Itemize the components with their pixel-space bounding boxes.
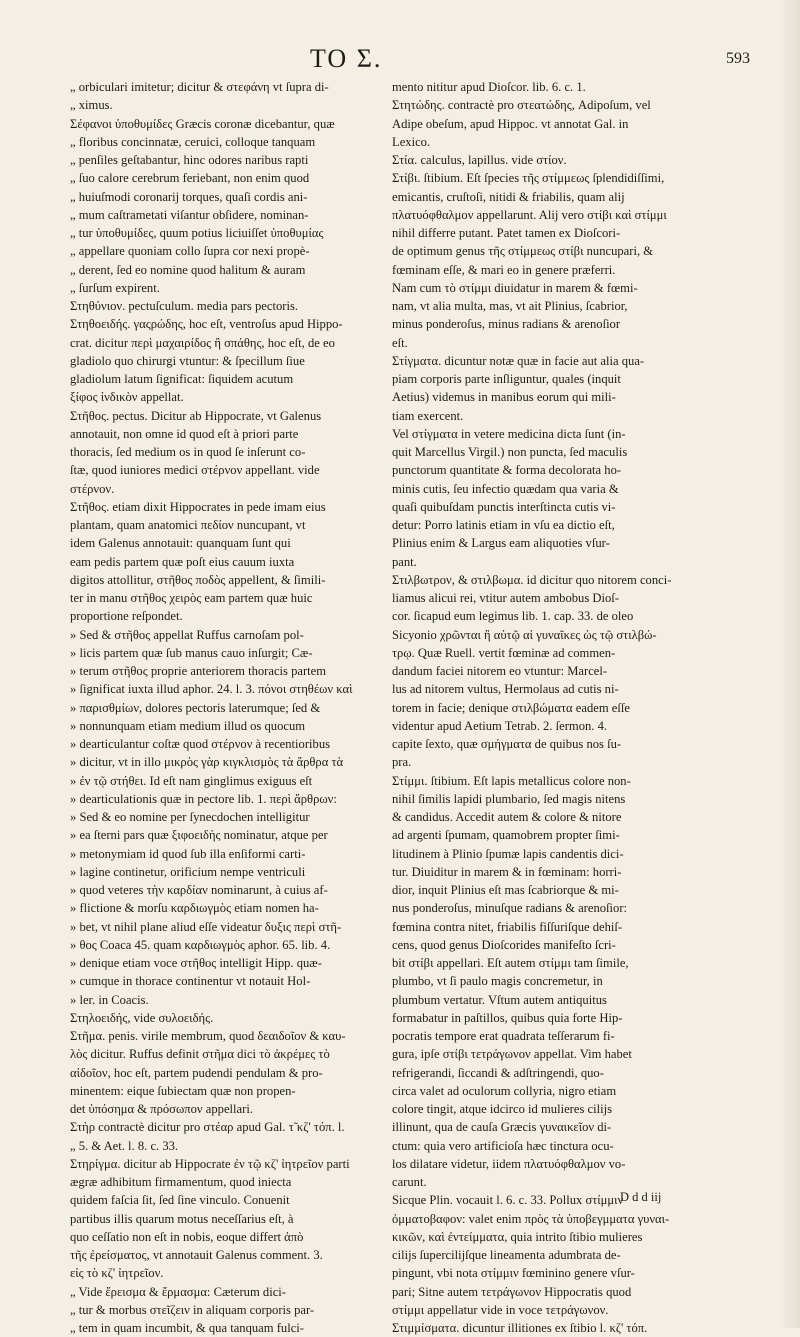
text-line: mento nititur apud Dioſcor. lib. 6. c. 1. (392, 80, 586, 94)
text-line: pocratis tempore erat quadrata teſſerarum fi- (392, 1029, 615, 1043)
text-line: cilijs ſupercilijſque lineamenta adumbrata de- (392, 1248, 621, 1262)
text-line: nus ponderoſus, minuſque radians & arenoſior: (392, 901, 628, 916)
text-line: colore tingit, atque idcirco id mulieres cilijs (392, 1102, 612, 1116)
text-line: » Sed & eo nomine per ſynecdochen intelligitur (70, 810, 310, 824)
text-line: Στηλοειδής, vide συλοειδής. (70, 1010, 214, 1025)
text-line: partibus illis quarum motus neceſſarius eſt, à (70, 1211, 294, 1226)
text-line: » dicitur, vt in illo μικρὸς γὰρ κιγκλισμὸς τὰ ἄρθρα τὰ (70, 755, 344, 770)
text-line: punctorum quantitate & forma decolorata ho- (392, 463, 622, 478)
text-line: λὸς dicitur. Ruffus definit στῆμα dici τὸ ἀκρέμες τὸ (70, 1047, 330, 1062)
text-line: dior, inquit Plinius eſt mas ſcabriorque & mi- (392, 883, 619, 897)
text-line: » lagine continetur, orificium nempe ventriculi (70, 864, 306, 879)
text-line: cor. ſicapud eum legimus lib. 1. cap. 33. de oleo (392, 609, 634, 624)
text-line: circa valet ad oculorum collyria, nigro etiam (392, 1083, 617, 1098)
text-line: „ floribus concinnatæ, ceruici, colloque tanquam (70, 134, 316, 149)
text-line: „ tur ὑποθυμίδες, quum potius liciuiſſet ὑποθυμίας (70, 226, 324, 240)
text-line: idem Galenus annotauit: quanquam ſunt qui (70, 536, 291, 551)
text-line: » ἐν τῷ στήθει. Id eſt nam ginglimus exiguus eſt (70, 773, 313, 788)
text-line: proportione reſpondet. (70, 609, 183, 624)
text-line: Lexico. (392, 134, 431, 149)
text-line: εἰς τὸ κζ' ἰητρεῖον. (70, 1266, 164, 1281)
text-line: quit Marcellus Virgil.) non puncta, ſed maculis (392, 445, 628, 459)
text-line: „ ximus. (70, 98, 113, 113)
running-title: TO Σ. (310, 44, 383, 73)
right-text-column (392, 78, 677, 1337)
text-line: Στιμμίσματα. dicuntur illitiones ex ſtibio l. κζ' τόπ. (392, 1321, 648, 1335)
text-line: ægræ adhibitum firmamentum, quod iniecta (70, 1175, 292, 1189)
text-line: nihil differre putant. Patet tamen ex Dioſcori- (392, 226, 621, 240)
text-line: pant. (392, 554, 417, 569)
text-line: gladiolum latum ſignificat: ſiquidem acutum (70, 372, 294, 386)
text-line: Στίγματα. dicuntur notæ quæ in facie aut alia qua- (392, 353, 645, 368)
text-line: formabatur in paſtillos, quibus quia forte Hip- (392, 1010, 623, 1025)
text-line: » terum στῆθος proprie anteriorem thoracis partem (70, 664, 327, 678)
text-line: » ſignificat iuxta illud aphor. 24. l. 3. πόνοι στηθέων καὶ (70, 682, 353, 697)
text-line: » dearticulantur coſtæ quod στέρνον à recentioribus (70, 737, 331, 751)
text-line: digitos attollitur, στῆθος ποδὸς appellent, & ſimili- (70, 572, 326, 587)
text-line: bit στίβι appellari. Eſt autem στίμμι tam ſimile, (392, 956, 629, 970)
text-line: videntur apud Aetium Tetrab. 2. ſermon. 4. (392, 718, 608, 733)
text-line: refrigerandi, ſiccandi & adſtringendi, quo- (392, 1065, 604, 1080)
page-edge-shade (778, 0, 800, 1328)
text-line: „ orbiculari imitetur; dicitur & στεφάνη vt ſupra di- (70, 80, 329, 94)
text-line: » flictione & morſu καρδιωγμὸς etiam nomen ha- (70, 901, 319, 916)
text-line: πλατυόφθαλμον appellarunt. Alij vero στίβι καὶ στίμμι (392, 207, 667, 222)
text-line: ξίφος ἰνδικὸν appellat. (70, 390, 184, 405)
text-line: Στητώδης. contractè pro στεατώδης, Adipoſum, vel (392, 98, 651, 113)
text-line: „ huiuſmodi coronarij torques, quaſi cordis ani- (70, 189, 308, 204)
text-line: » ler. in Coacis. (70, 992, 149, 1007)
text-line: ad argenti ſpumam, quamobrem propter ſimi- (392, 828, 620, 843)
text-line: plantam, quam anatomici πεδίον nuncupant, vt (70, 518, 306, 532)
text-line: Nam cum τὸ στίμμι diuidatur in marem & fœmi- (392, 280, 638, 295)
text-line: „ ſurſum expirent. (70, 280, 160, 295)
text-line: gladiolo quo chirurgi vtuntur: & ſpecillum ſiue (70, 353, 305, 368)
text-line: ter in manu στῆθος χειρὸς eam partem quæ huic (70, 591, 313, 605)
text-line: » dearticulationis quæ in pectore lib. 1. περὶ ἄρθρων: (70, 791, 337, 806)
text-line: Στία. calculus, lapillus. vide στίον. (392, 153, 567, 167)
text-line: torem in facie; denique στιλβώματα eadem eſſe (392, 700, 630, 715)
text-line: detur: Porro latinis etiam in vſu ea dictio eſt, (392, 518, 615, 532)
left-text-column (70, 78, 370, 1337)
text-line: crat. dicitur περὶ μαχαιρίδος ἢ σπάθης, hoc eſt, de eo (70, 335, 335, 350)
text-line: „ mum caſtrametati viſantur obſidere, nominan- (70, 207, 309, 222)
text-line: Στηθοειδής. γαςρώδης, hoc eſt, ventroſus apud Hippo- (70, 317, 343, 332)
text-line: ctum: quia vero artificioſa hæc tinctura ocu- (392, 1138, 614, 1153)
text-line: eam pedis partem quæ poſt eius cauum iuxta (70, 554, 295, 569)
text-line: Vel στίγματα in vetere medicina dicta ſunt (in- (392, 426, 626, 441)
text-line: pari; Sitne autem τετράγωνον Hippocratis quod (392, 1284, 632, 1299)
text-line: Στίβι. ſtibium. Eſt ſpecies τῆς στίμμεως ſplendidiſſimi, (392, 171, 665, 186)
text-line: annotauit, non omne id quod eſt à priori parte (70, 426, 299, 441)
text-line: fœmina contra nitet, friabilis fiſſuriſque dehiſ- (392, 919, 623, 934)
text-line: quidem faſcia ſit, ſed ſine vinculo. Conuenit (70, 1193, 290, 1208)
text-line: Στῆθος. pectus. Dicitur ab Hippocrate, vt Galenus (70, 408, 322, 423)
text-line: minentem: eique ſubiectam quæ non propen- (70, 1083, 296, 1098)
text-line: de optimum genus τῆς στίμμεως στίβι nuncupari, & (392, 244, 654, 259)
text-line: Aetius) videmus in manibus eorum qui mili- (392, 390, 616, 405)
text-line: „ 5. & Aet. l. 8. c. 33. (70, 1138, 179, 1153)
text-line: Sicque Plin. vocauit l. 6. c. 33. Pollux στίμμιν (392, 1193, 624, 1208)
text-line: Adipe obeſum, apud Hippoc. vt annotat Gal. in (392, 116, 629, 131)
text-line: » ea ſterni pars quæ ξιφοειδὴς nominatur, atque per (70, 828, 328, 843)
text-line: „ Vide ἔρεισμα & ἔρμασμα: Cæterum dici- (70, 1284, 286, 1299)
text-line: » cumque in thorace continentur vt notauit Hol- (70, 974, 311, 989)
text-line: minis cutis, ſeu infectio quædam qua varia & (392, 481, 619, 496)
text-line: Στὴρ contractè dicitur pro στέαρ apud Gal. τ̃ κζ' τόπ. l. (70, 1120, 345, 1135)
text-line: capite ſexto, quæ σμήγματα de quibus nos ſu- (392, 737, 622, 751)
page-number: 593 (726, 50, 750, 67)
text-line: „ ſuo calore cerebrum feriebant, non enim quod (70, 171, 310, 186)
text-line: carunt. (392, 1175, 427, 1189)
text-line: » παρισθμίων, dolores pectoris laterumque; ſed & (70, 700, 321, 715)
text-line: „ tem in quam incumbit, & qua tanquam fulci- (70, 1321, 304, 1335)
text-line: tiam exercent. (392, 408, 464, 423)
text-line: plumbo, vt ſi paulo magis concremetur, in (392, 974, 603, 989)
text-line: Στίμμι. ſtibium. Eſt lapis metallicus colore non- (392, 773, 631, 788)
text-line: » Sed & στῆθος appellat Ruffus carnoſam pol- (70, 627, 304, 642)
text-line: nam, vt alia multa, mas, vt ait Plinius, ſcabrior, (392, 299, 628, 313)
text-line: nihil ſimilis lapidi plumbario, ſed magis nitens (392, 791, 626, 806)
text-line: quaſi quibuſdam punctis interſtincta cutis vi- (392, 499, 616, 514)
text-line: det ὑπόσημα & πρόσωπον appellari. (70, 1102, 253, 1116)
text-line: Στηθύνιον. pectuſculum. media pars pectoris. (70, 299, 298, 313)
text-line: pra. (392, 755, 412, 770)
text-line: » licis partem quæ ſub manus cauo inſurgit; Cæ- (70, 645, 313, 660)
text-line: pingunt, vbi nota στίμμιν fœminino genere vſur- (392, 1266, 635, 1281)
text-line: Στηρίγμα. dicitur ab Hippocrate ἐν τῷ κζ' ἰητρεῖον parti (70, 1156, 350, 1171)
text-line: minus ponderoſus, minus radians & arenoſior (392, 317, 621, 332)
text-line: κικῶν, καὶ ἐντείμματα, quia intrito ſtibio mulieres (392, 1229, 643, 1244)
text-line: fœminam eſſe, & mari eo in genere præferri. (392, 262, 616, 277)
text-line: αἰδοῖον, hoc eſt, partem pudendi pendulam & pro- (70, 1065, 323, 1080)
text-line: » quod veteres τὴν καρδίαν nominarunt, à cuius af- (70, 883, 328, 897)
text-line: Σέφανοι ὑποθυμίδες Græcis coronæ dicebantur, quæ (70, 116, 335, 131)
text-line: „ appellare quoniam collo ſupra cor nexi propè- (70, 244, 310, 259)
text-line: » nonnunquam etiam medium illud os quocum (70, 718, 306, 733)
text-line: „ derent, ſed eo nomine quod halitum & auram (70, 262, 306, 277)
text-line: eſt. (392, 335, 408, 350)
text-line: los dilatare videtur, iidem πλατυόφθαλμον vo- (392, 1156, 626, 1171)
signature-mark: D d d iij (620, 1190, 662, 1204)
text-line: cens, quod genus Dioſcorides manifeſto ſcri- (392, 937, 616, 952)
text-line: Στῆθος. etiam dixit Hippocrates in pede imam eius (70, 499, 326, 514)
text-line: & candidus. Accedit autem & colore & nitore (392, 810, 622, 824)
text-line: quo ceſſatio non eſt in nobis, eoque differt ἀπὸ (70, 1229, 304, 1244)
text-line: dandum faciei nitorem eo vtuntur: Marcel- (392, 664, 608, 678)
text-line: » θος Coaca 45. quam καρδιωγμὸς aphor. 65. lib. 4. (70, 937, 331, 952)
text-line: στίμμι appellatur vide in voce τετράγωνον. (392, 1302, 609, 1317)
running-header (300, 44, 750, 78)
text-line: Sicyonio χρῶνται ἢ αὐτῷ αἱ γυναῖκες ὡς τῷ στιλβώ- (392, 627, 657, 642)
text-line: „ tur & morbus στεῖζειν in aliquam corporis par- (70, 1302, 315, 1317)
text-line: » denique etiam voce στῆθος intelligit Hipp. quæ- (70, 956, 322, 970)
text-line: emicantis, cruſtoſi, nitidi & friabilis, quam alij (392, 189, 625, 204)
text-line: στέρνον. (70, 481, 115, 496)
text-line: » bet, vt nihil plane aliud eſſe videatur δυξις περὶ στῆ- (70, 919, 342, 934)
text-line: » metonymiam id quod ſub illa enſiformi carti- (70, 846, 306, 861)
text-line: thoracis, ſed medium os in quod ſe inſerunt co- (70, 445, 306, 459)
text-line: Στιλβωτρον, & στιλβωμα. id dicitur quo nitorem conci- (392, 572, 672, 587)
text-line: gura, ipſe στίβι τετράγωνον appellat. Vim habet (392, 1047, 632, 1062)
text-line: litudinem à Plinio ſpumæ lapis candentis dici- (392, 846, 624, 861)
text-line: ſtæ, quod iuniores medici στέρνον appellant. vide (70, 463, 320, 478)
text-line: lus ad nitorem vultus, Hermolaus ad cutis ni- (392, 682, 619, 697)
text-line: ὀμματοβαφον: valet enim πρὸς τὰ ὑποβεγμματα γυναι- (392, 1211, 670, 1226)
text-line: illinunt, qua de cauſa Græcis γυναικεῖον di- (392, 1120, 612, 1135)
text-line: τῆς ἐρείσματος, vt annotauit Galenus comment. 3. (70, 1248, 323, 1262)
text-line: liamus alicui rei, vtitur autem ambobus Dioſ- (392, 591, 619, 605)
text-line: Στῆμα. penis. virile membrum, quod δεαιδοῖον & καυ- (70, 1029, 346, 1043)
text-line: tur. Diuiditur in marem & in fœminam: horri- (392, 864, 622, 879)
text-line: Plinius enim & Largus eam aliquoties vſur- (392, 536, 610, 551)
text-line: „ penſiles geſtabantur, hinc odores naribus rapti (70, 153, 309, 167)
text-line: plumbum vertatur. Vſtum autem antiquitus (392, 992, 607, 1007)
text-line: piam corporis parte inſliguntur, quales (inquit (392, 372, 621, 386)
text-line: τρῳ. Quæ Ruell. vertit fœminæ ad commen- (392, 645, 616, 660)
